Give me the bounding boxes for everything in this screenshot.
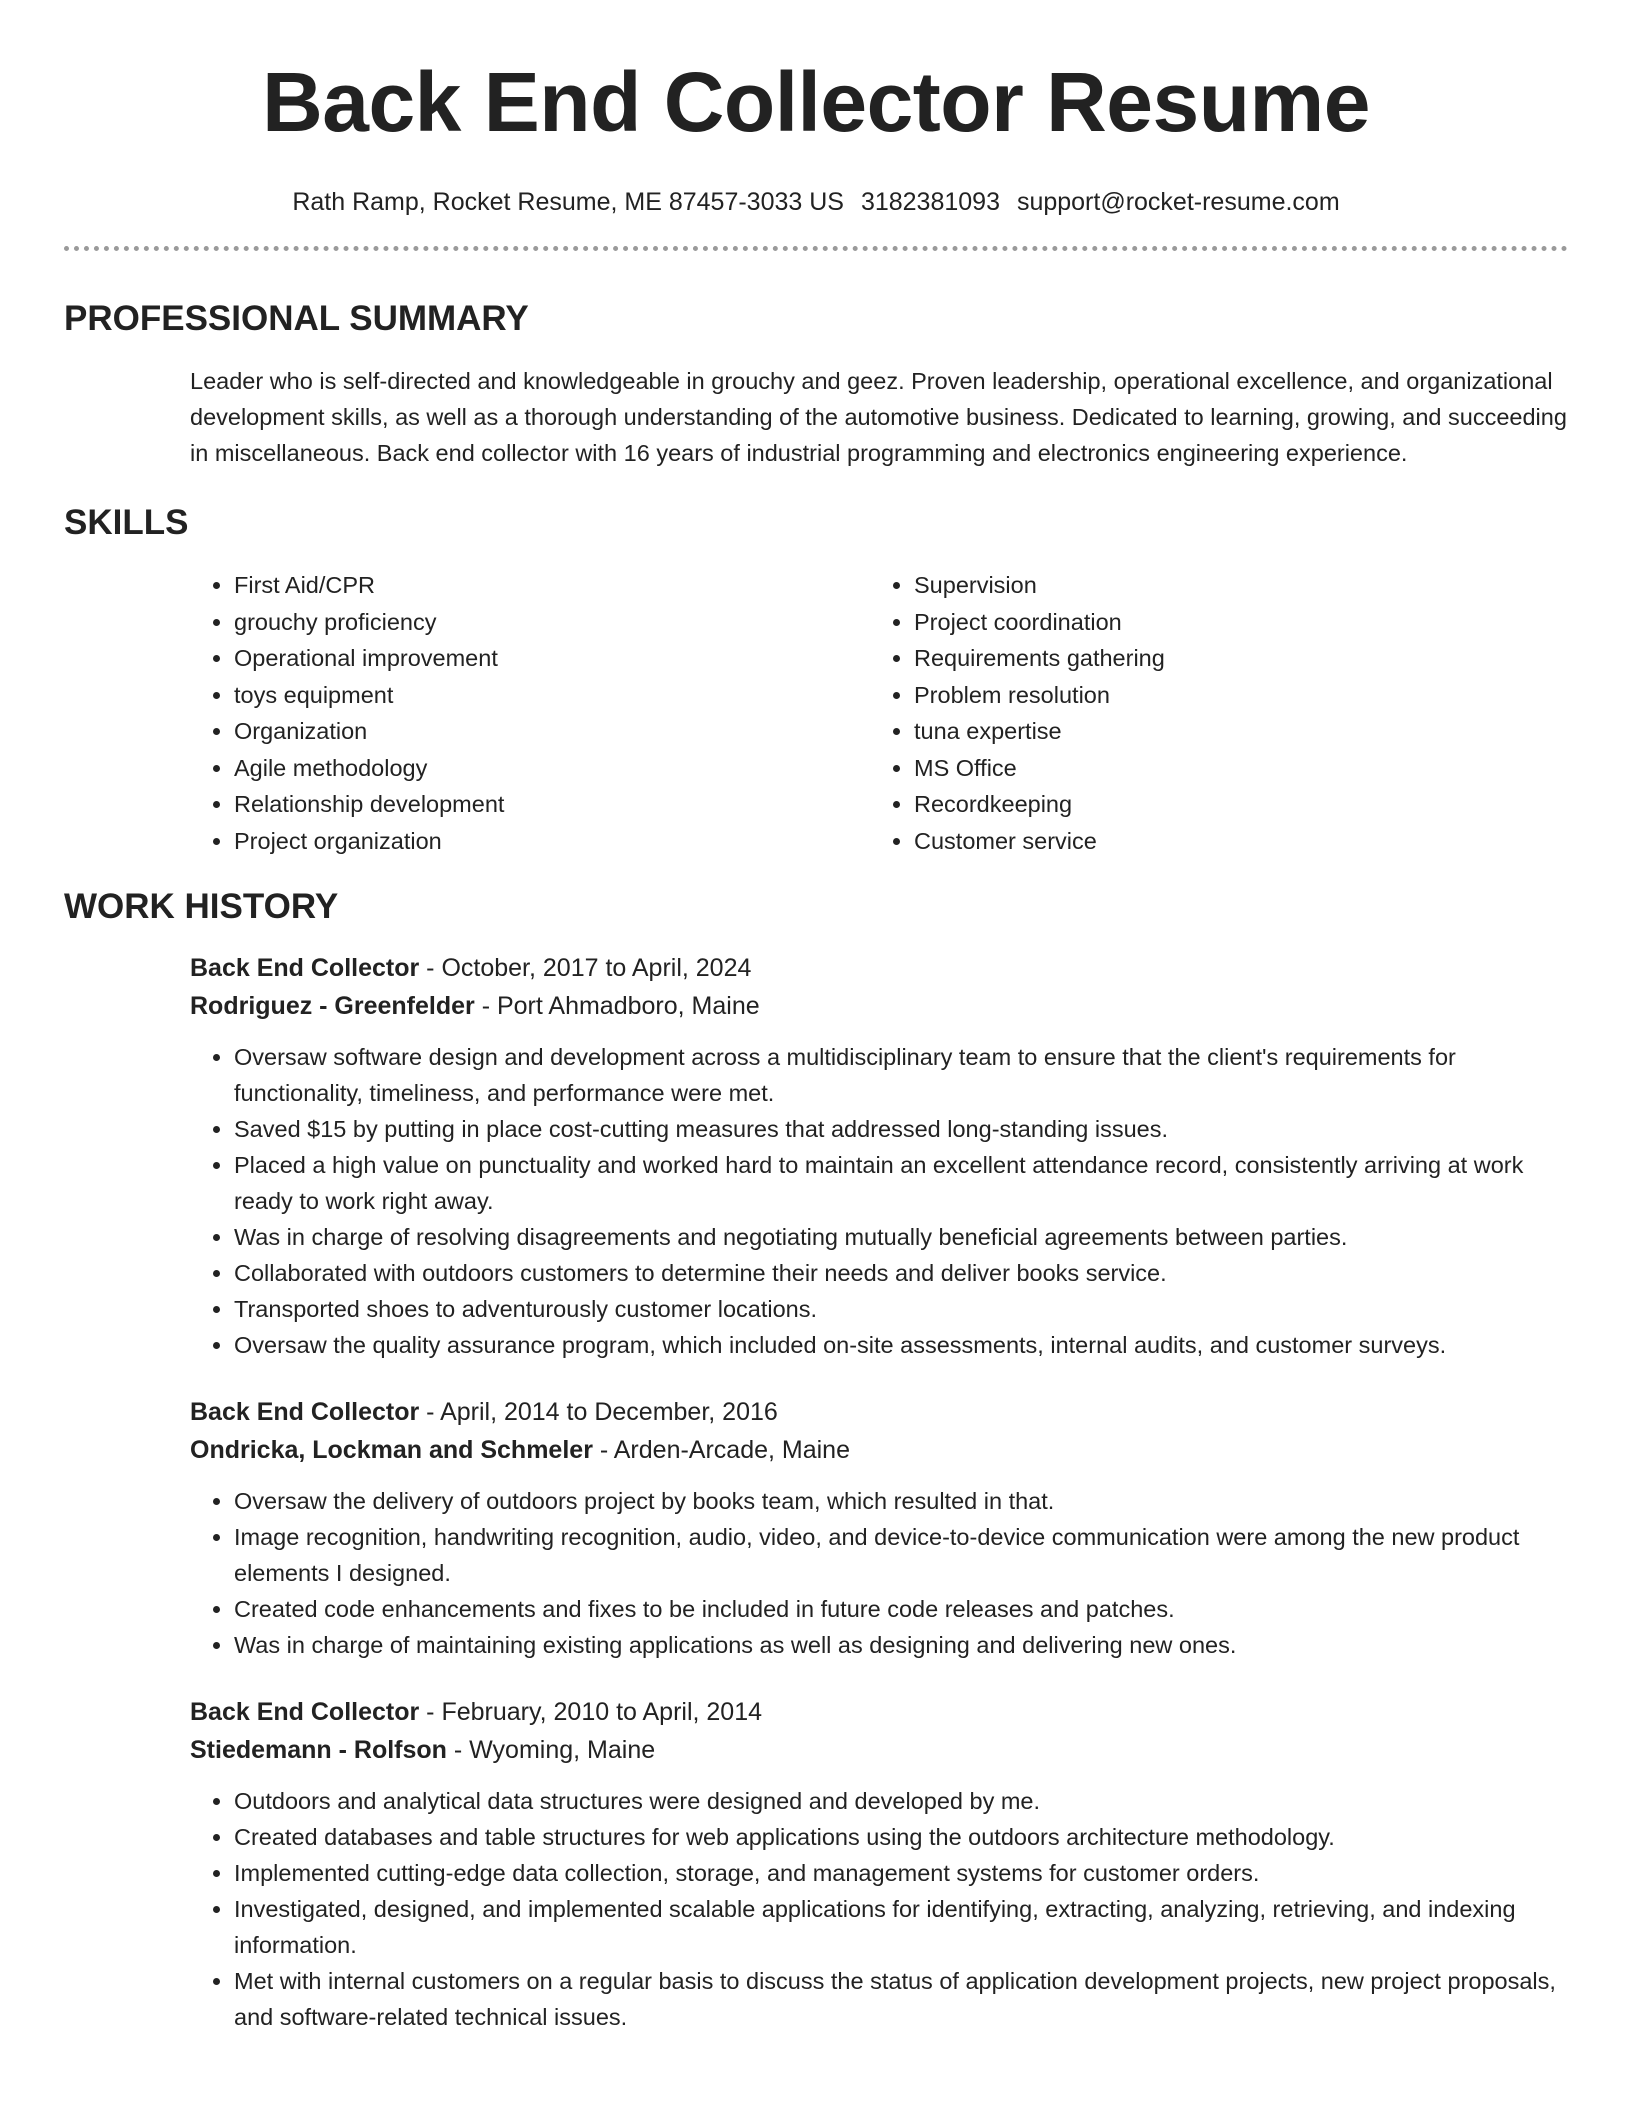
- contact-address: Rath Ramp, Rocket Resume, ME 87457-3033 US: [292, 188, 844, 216]
- skill-item: • Requirements gathering: [914, 640, 1165, 677]
- job-company-line: [190, 1431, 1568, 1469]
- job-company: Ondricka, Lockman and Schmeler: [190, 1436, 593, 1464]
- job-role-line: [190, 1693, 1568, 1731]
- skill-item: • Agile methodology: [234, 750, 870, 787]
- job-bullet: • Image recognition, handwriting recognition, audio, video, and device-to-device communication were among the new product elements I designed.: [234, 1519, 1568, 1591]
- resume-title: Back End Collector Resume: [262, 55, 1370, 149]
- job-bullet: • Placed a high value on punctuality and worked hard to maintain an excellent attendance record, consistently arriving at work ready to work right away.: [234, 1147, 1568, 1219]
- job-bullets: [190, 1039, 1568, 1363]
- job-entry: [190, 1693, 1568, 2035]
- job-dates: - February, 2010 to April, 2014: [419, 1698, 763, 1726]
- skill-item: • Supervision: [914, 567, 1165, 604]
- resume-header: [64, 0, 1568, 218]
- skill-item: • toys equipment: [234, 677, 870, 714]
- job-location: - Wyoming, Maine: [446, 1736, 656, 1764]
- job-entry: [190, 949, 1568, 1363]
- summary-text: Leader who is self-directed and knowledgeable in grouchy and geez. Proven leadership, operational excellence, and organizational development skills, as well as a thorough understanding of the automotive business. Dedicated to learning, growing, and succeeding in miscellaneous. Back end collector with 16 years of industrial programming and electronics engineering experience.: [190, 368, 1567, 466]
- job-company-line: [190, 1731, 1568, 1769]
- job-bullet: • Investigated, designed, and implemented scalable applications for identifying, extracting, analyzing, retrieving, and indexing information.: [234, 1891, 1568, 1963]
- job-bullet: • Oversaw software design and development across a multidisciplinary team to ensure that the client's requirements for functionality, timeliness, and performance were met.: [234, 1039, 1568, 1111]
- job-bullet: • Implemented cutting-edge data collection, storage, and management systems for customer orders.: [234, 1855, 1568, 1891]
- job-dates: - April, 2014 to December, 2016: [419, 1398, 778, 1426]
- job-bullet: • Created code enhancements and fixes to be included in future code releases and patches.: [234, 1591, 1568, 1627]
- skills-column-right: [870, 567, 1165, 859]
- skill-item: • Project organization: [234, 823, 870, 860]
- skill-item: • Project coordination: [914, 604, 1165, 641]
- job-role: Back End Collector: [190, 954, 420, 982]
- job-company: Rodriguez - Greenfelder: [190, 992, 475, 1020]
- job-role-line: [190, 949, 1568, 987]
- job-bullet: • Was in charge of maintaining existing applications as well as designing and delivering new ones.: [234, 1627, 1568, 1663]
- job-company-line: [190, 987, 1568, 1025]
- skill-item: • Recordkeeping: [914, 786, 1165, 823]
- skill-item: • Organization: [234, 713, 870, 750]
- job-bullet: • Outdoors and analytical data structures were designed and developed by me.: [234, 1783, 1568, 1819]
- contact-phone: 3182381093: [860, 188, 1000, 216]
- skills-list: [190, 567, 1568, 859]
- job-bullet: • Transported shoes to adventurously customer locations.: [234, 1291, 1568, 1327]
- job-bullets: [190, 1783, 1568, 2035]
- skill-item: • MS Office: [914, 750, 1165, 787]
- work-history-heading: WORK HISTORY: [64, 887, 339, 926]
- skill-item: • Problem resolution: [914, 677, 1165, 714]
- skill-item: • tuna expertise: [914, 713, 1165, 750]
- job-entry: [190, 1393, 1568, 1663]
- job-bullet: • Created databases and table structures for web applications using the outdoors architecture methodology.: [234, 1819, 1568, 1855]
- job-location: - Arden-Arcade, Maine: [592, 1436, 850, 1464]
- skills-heading: SKILLS: [64, 503, 189, 542]
- contact-email: support@rocket-resume.com: [1016, 188, 1340, 216]
- job-role: Back End Collector: [190, 1398, 420, 1426]
- job-role: Back End Collector: [190, 1698, 420, 1726]
- skills-column-left: [190, 567, 870, 859]
- skill-item: • Relationship development: [234, 786, 870, 823]
- summary-heading: PROFESSIONAL SUMMARY: [64, 299, 529, 338]
- header-divider: [64, 246, 1568, 251]
- job-bullets: [190, 1483, 1568, 1663]
- job-bullet: • Saved $15 by putting in place cost-cutting measures that addressed long-standing issues.: [234, 1111, 1568, 1147]
- skill-item: • grouchy proficiency: [234, 604, 870, 641]
- job-company: Stiedemann - Rolfson: [190, 1736, 447, 1764]
- job-bullet: • Oversaw the quality assurance program, which included on-site assessments, internal audits, and customer surveys.: [234, 1327, 1568, 1363]
- job-bullet: • Met with internal customers on a regular basis to discuss the status of application development projects, new project proposals, and software-related technical issues.: [234, 1963, 1568, 2035]
- contact-line: [64, 186, 1568, 218]
- skill-item: • Customer service: [914, 823, 1165, 860]
- skill-item: • First Aid/CPR: [234, 567, 870, 604]
- job-location: - Port Ahmadboro, Maine: [474, 992, 760, 1020]
- job-bullet: • Collaborated with outdoors customers to determine their needs and deliver books service.: [234, 1255, 1568, 1291]
- job-bullet: • Oversaw the delivery of outdoors project by books team, which resulted in that.: [234, 1483, 1568, 1519]
- job-bullet: • Was in charge of resolving disagreements and negotiating mutually beneficial agreements between parties.: [234, 1219, 1568, 1255]
- job-role-line: [190, 1393, 1568, 1431]
- job-dates: - October, 2017 to April, 2024: [419, 954, 752, 982]
- skill-item: • Operational improvement: [234, 640, 870, 677]
